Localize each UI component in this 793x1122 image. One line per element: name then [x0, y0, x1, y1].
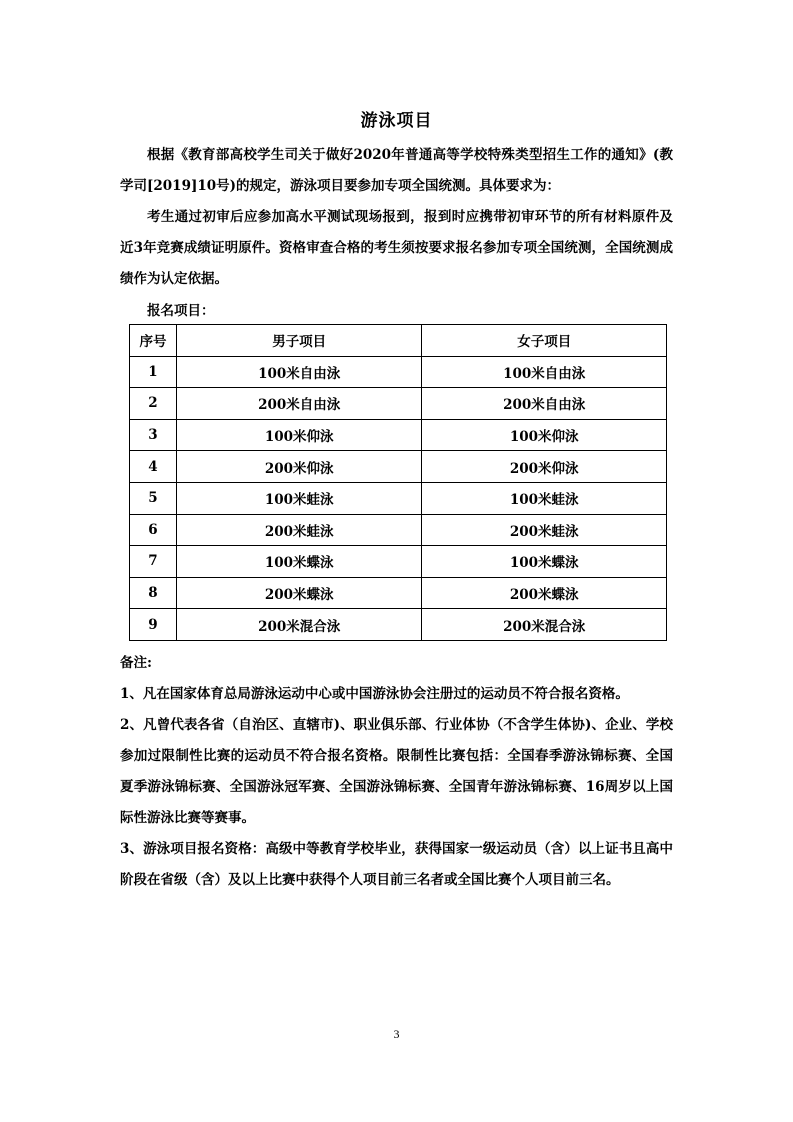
- header-women: 女子项目: [422, 325, 667, 357]
- women-event: 100米仰泳: [422, 419, 667, 451]
- women-event: 100米自由泳: [422, 356, 667, 388]
- table-row: [130, 482, 667, 514]
- men-event: 100米自由泳: [176, 356, 422, 388]
- table-row: [130, 609, 667, 641]
- row-index: 3: [130, 419, 177, 451]
- men-event: 200米仰泳: [176, 451, 422, 483]
- table-row: [130, 388, 667, 420]
- note-item: 2、凡曾代表各省（自治区、直辖市)、职业俱乐部、行业体协（不含学生体协)、企业、学校参加过限制性比赛的运动员不符合报名资格。限制性比赛包括：全国春季游泳锦标赛、全国夏季游泳锦标赛、全国游泳冠军赛、全国游泳锦标赛、全国青年游泳锦标赛、16周岁以上国际性游泳比赛等赛事。: [120, 717, 673, 826]
- men-event: 200米蛙泳: [176, 514, 422, 546]
- header-men: 男子项目: [176, 325, 422, 357]
- women-event: 100米蛙泳: [422, 482, 667, 514]
- notes-section: [120, 648, 673, 896]
- row-index: 5: [130, 482, 177, 514]
- women-event: 200米混合泳: [422, 609, 667, 641]
- women-event: 200米蛙泳: [422, 514, 667, 546]
- women-event: 200米自由泳: [422, 388, 667, 420]
- women-event: 200米仰泳: [422, 451, 667, 483]
- men-event: 200米混合泳: [176, 609, 422, 641]
- row-index: 6: [130, 514, 177, 546]
- men-event: 100米蛙泳: [176, 482, 422, 514]
- women-event: 100米蝶泳: [422, 546, 667, 578]
- row-index: 1: [130, 356, 177, 388]
- table-row: [130, 451, 667, 483]
- table-row: [130, 577, 667, 609]
- page-number: 3: [393, 1027, 400, 1041]
- men-event: 200米自由泳: [176, 388, 422, 420]
- note-item: 3、游泳项目报名资格：高级中等教育学校毕业，获得国家一级运动员（含）以上证书且高中阶段在省级（含）及以上比赛中获得个人项目前三名者或全国比赛个人项目前三名。: [120, 841, 673, 888]
- table-row: [130, 356, 667, 388]
- requirement-paragraph: 考生通过初审后应参加高水平测试现场报到，报到时应携带初审环节的所有材料原件及近3年竞赛成绩证明原件。资格审查合格的考生须按要求报名参加专项全国统测，全国统测成绩作为认定依据。: [120, 209, 673, 287]
- row-index: 8: [130, 577, 177, 609]
- intro-paragraph: 根据《教育部高校学生司关于做好2020年普通高等学校特殊类型招生工作的通知》(教学司[2019]10号)的规定，游泳项目要参加专项全国统测。具体要求为：: [120, 147, 673, 194]
- table-row: [130, 514, 667, 546]
- men-event: 100米蝶泳: [176, 546, 422, 578]
- table-header-row: [130, 325, 667, 357]
- note-item: 1、凡在国家体育总局游泳运动中心或中国游泳协会注册过的运动员不符合报名资格。: [120, 686, 629, 702]
- women-event: 200米蝶泳: [422, 577, 667, 609]
- header-index: 序号: [130, 325, 177, 357]
- row-index: 4: [130, 451, 177, 483]
- events-table: [129, 324, 667, 641]
- page-title: 游泳项目: [360, 111, 433, 131]
- men-event: 100米仰泳: [176, 419, 422, 451]
- row-index: 2: [130, 388, 177, 420]
- notes-heading: 备注:: [120, 655, 152, 671]
- row-index: 9: [130, 609, 177, 641]
- table-row: [130, 419, 667, 451]
- table-row: [130, 546, 667, 578]
- men-event: 200米蝶泳: [176, 577, 422, 609]
- table-label: 报名项目：: [147, 303, 215, 319]
- row-index: 7: [130, 546, 177, 578]
